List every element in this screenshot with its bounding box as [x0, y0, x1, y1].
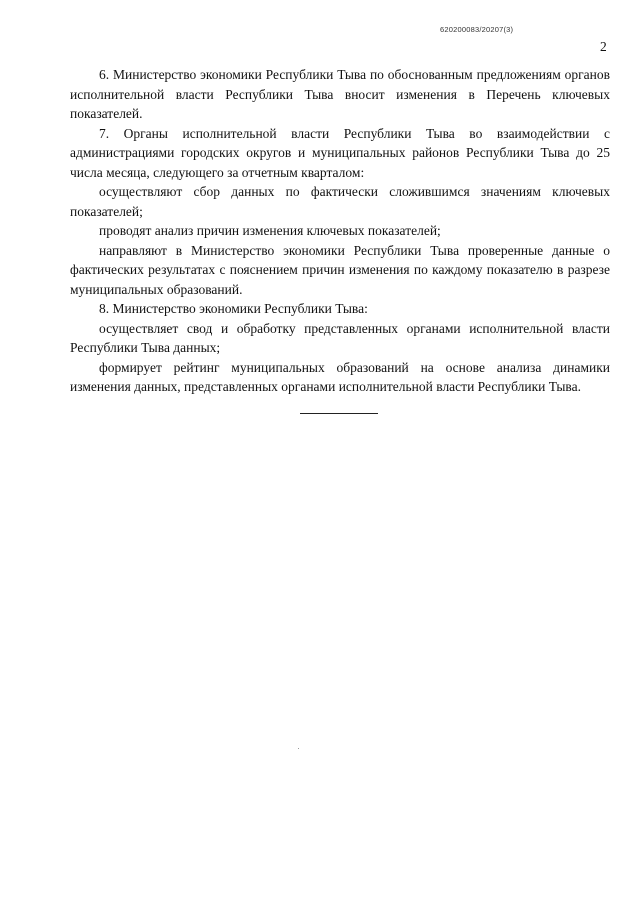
- end-separator-line: [300, 413, 378, 414]
- paragraph-7-item-send: направляют в Министерство экономики Республики Тыва проверенные данные о фактических результатах с пояснением причин изменения по каждому показателю в разрезе муниципальных образований.: [70, 242, 610, 297]
- paragraph-7: 7. Органы исполнительной власти Республики Тыва во взаимодействии с администрациями городских округов и муниципальных районов Республики Тыва до 25 числа месяца, следующего за отчетным кварталом:: [70, 125, 610, 180]
- paragraph-6: 6. Министерство экономики Республики Тыва по обоснованным предложениям органов исполнительной власти Республики Тыва вносит изменения в Перечень ключевых показателей.: [70, 67, 610, 121]
- document-code: 620200083/20207(3): [440, 25, 514, 34]
- scan-speck: [298, 748, 299, 749]
- paragraph-7-item-collect: осуществляют сбор данных по фактически сложившимся значениям ключевых показателей;: [70, 184, 610, 219]
- page-number: 2: [600, 39, 607, 54]
- paragraph-7-item-analyze: проводят анализ причин изменения ключевых показателей;: [99, 223, 441, 238]
- document-body: [70, 65, 610, 397]
- paragraph-8-item-rating: формирует рейтинг муниципальных образований на основе анализа динамики изменения данных, представленных органами исполнительной власти Республики Тыва.: [70, 359, 610, 394]
- paragraph-8: 8. Министерство экономики Республики Тыва:: [99, 301, 368, 316]
- paragraph-8-item-consolidate: осуществляет свод и обработку представленных органами исполнительной власти Республики Тыва данных;: [70, 320, 610, 355]
